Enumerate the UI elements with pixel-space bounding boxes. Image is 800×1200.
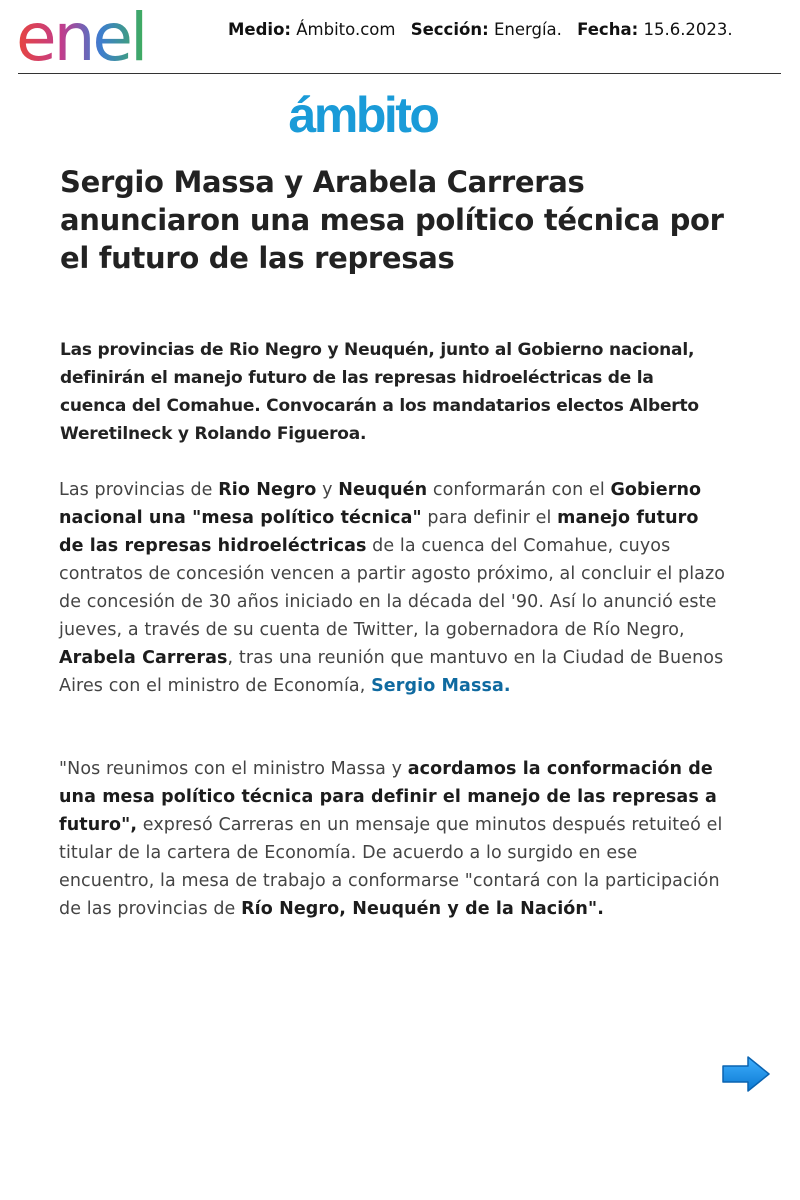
header-divider — [18, 73, 781, 74]
bold-text: Neuquén — [338, 480, 428, 500]
text: para definir el — [421, 508, 558, 528]
article-paragraph-2 — [59, 755, 729, 923]
bold-text: Arabela Carreras — [59, 648, 228, 668]
article-lead: Las provincias de Rio Negro y Neuquén, junto al Gobierno nacional, definirán el manejo futuro de las represas hidroeléctricas de la cuenca del Comahue. Convocarán a los mandatarios electos Alberto Weretilneck y Rolando Figueroa. — [60, 340, 699, 444]
article-title: Sergio Massa y Arabela Carreras anunciaron una mesa político técnica por el futuro de las represas — [60, 165, 724, 275]
bold-text: acordamos la conformación de una mesa político técnica para definir el manejo de las represas a futuro", — [59, 759, 717, 835]
medio-value: Ámbito.com — [296, 20, 396, 39]
svg-text:enel: enel — [16, 2, 146, 70]
article-paragraph-1 — [59, 476, 729, 700]
enel-logo — [16, 2, 184, 70]
outlet-logo: ámbito — [288, 87, 438, 143]
seccion-value: Energía. — [493, 20, 562, 39]
bold-text: Gobierno nacional una "mesa político técnica" — [59, 480, 702, 528]
text: expresó Carreras en un mensaje que minutos después retuiteó el titular de la cartera de Economía. De acuerdo a lo surgido en ese encuentro, la mesa de trabajo a conformarse "contará con la participación de las provincias de — [59, 815, 723, 919]
arrow-right-icon[interactable] — [720, 1054, 772, 1094]
text: Las provincias de — [59, 480, 219, 500]
text: conformarán con el — [427, 480, 611, 500]
text: de la cuenca del Comahue, cuyos contratos de concesión vencen a partir agosto próximo, al concluir el plazo de concesión de 30 años iniciado en la década del '90. Así lo anunció este jueves, a través de su cuenta de Twitter, la gobernadora de Río Negro, — [59, 536, 726, 640]
sergio-massa-link[interactable]: Sergio Massa. — [371, 676, 511, 696]
text: "Nos reunimos con el ministro Massa y — [59, 759, 408, 779]
medio-label: Medio: — [228, 20, 292, 39]
fecha-value: 15.6.2023. — [643, 20, 733, 39]
seccion-label: Sección: — [410, 20, 489, 39]
press-clip-meta — [228, 20, 733, 39]
fecha-label: Fecha: — [577, 20, 639, 39]
bold-text: manejo futuro de las represas hidroeléctricas — [59, 508, 699, 556]
text: y — [316, 480, 339, 500]
header — [0, 0, 800, 76]
bold-text: Río Negro, Neuquén y de la Nación". — [241, 899, 604, 919]
bold-text: Rio Negro — [218, 480, 317, 500]
text: , tras una reunión que mantuvo en la Ciudad de Buenos Aires con el ministro de Economía, — [59, 648, 724, 696]
